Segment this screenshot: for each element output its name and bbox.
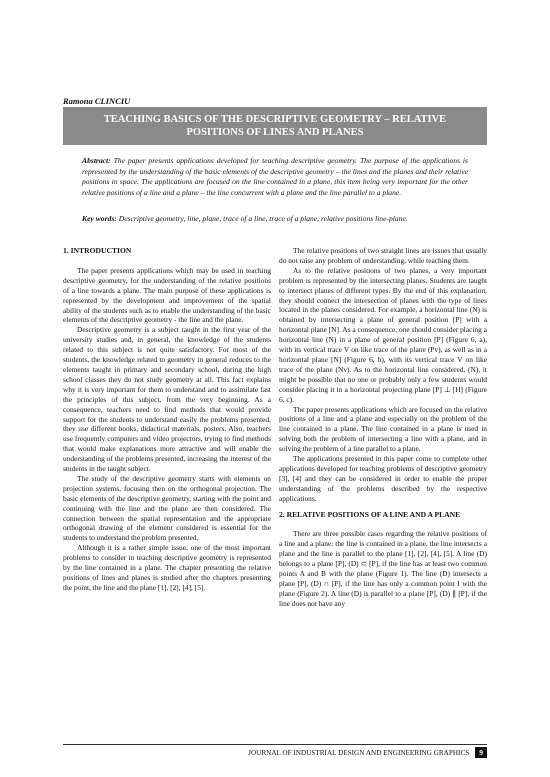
journal-name: JOURNAL OF INDUSTRIAL DESIGN AND ENGINEERING GRAPHICS — [248, 748, 470, 757]
page-number: 9 — [475, 747, 487, 758]
footer — [248, 747, 487, 758]
paragraph: Descriptive geometry is a subject taught in the first year of the university studies and, in general, the knowledge of the students related to this subject is not quite satisfactory. For most of the students, the knowledge related to geometry in general reduces to the elements taught in primary and secondary school, during the high school classes they do not study geometry at all. This fact explains why it is very important for them to understand and to assimilate fast the principles of this subject, from the very beginning. As a consequence, teachers need to find methods that would provide support for the students to understand easily the problems presented, they use different books, didactical materials, posters. Also, teachers use frequently computers and video projectors, trying to find methods that would make explanations more attractive and will enable the understanding of the problems presented, increasing the interest of the students in the taught subject. — [63, 325, 271, 474]
paragraph: The paper presents applications which are focused on the relative positions of a line and a plane and especially on the problem of the line contained in a plane. The line contained in a plane is used in solving both the problem of intersecting a line with a plane, and in solving the problem of a line parallel to a plane. — [279, 404, 487, 454]
abstract-text: The paper presents applications developed for teaching descriptive geometry. The purpose of the applications is represented by the understanding of the basic elements of the descriptive geometry – the lines and the planes and their relative positions in space. The applications are focused on the line contained in a plane, this item being very important for the other relative positions of a line and a plane – the line concurrent with a plane and the line parallel to a plane. — [82, 156, 468, 197]
paragraph: Although it is a rather simple issue, one of the most important problems to consider in teaching descriptive geometry is represented by the line contained in a plane. The chapter presenting the relative positions of lines and planes is studied after the chapters presenting the point, the line and the plane [1], [2], [4], [5]. — [63, 543, 271, 592]
paragraph: The paper presents applications which may be used in teaching descriptive geometry, for the understanding of the relative positions of a line towards a plane. The main purpose of these applications is represented by the development and improvement of the spatial ability of the students such as to enable the understanding of the basic elements of the descriptive geometry - the line and the plane. — [63, 265, 271, 325]
paragraph: The applications presented in this paper come to complete other applications developed for teaching problems of descriptive geometry [3], [4] and they can be considered in order to enable the proper understanding of the problems described by the respective applications. — [279, 454, 487, 503]
paragraph: There are three possible cases regarding the relative positions of a line and a plane: the line is contained in a plane, the line intersects a plane and the line is parallel to the plane [1], [2], [4], [5]. A line (D) belongs to a plane [P], (D) ⊂ [P], if the line has at least two common points A and B with the plane (Figure 1). The line (D) intersects a plane [P], (D) ∩ [P], if the line has only a common point I with the plane (Figure 2). A line (D) is parallel to a plane [P], (D) ∥ [P], if the line does not have any — [279, 529, 487, 608]
abstract — [82, 156, 468, 198]
author-name: Ramona CLINCIU — [63, 96, 131, 106]
abstract-label: Abstract: — [82, 156, 111, 165]
keywords — [82, 214, 468, 225]
keywords-label: Key words: — [82, 214, 117, 223]
section-heading-relative-positions: 2. RELATIVE POSITIONS OF A LINE AND A PLANE — [279, 509, 461, 519]
right-column — [279, 246, 487, 609]
paragraph: The relative positions of two straight lines are issues that usually do not raise any problem of understanding, while teaching them. — [279, 246, 487, 265]
section-heading-introduction: 1. INTRODUCTION — [63, 246, 132, 255]
title-band — [63, 107, 487, 145]
paragraph: The study of the descriptive geometry starts with elements on projection systems, focusing then on the orthogonal projection. The basic elements of the descriptive geometry, starting with the point and continuing with the line and the plane are then considered. The connection between the spatial representation and the appropriate orthogonal drawing of the element considered is essential for the students to understand the problem presented. — [63, 473, 271, 543]
keywords-text: Descriptive geometry, line, plane, trace of a line, trace of a plane, relative positions line-plane. — [118, 214, 408, 223]
paragraph: As to the relative positions of two planes, a very important problem is represented by the intersecting planes. Students are taught to intersect planes of different types. By the end of this explanation, they should connect the intersection of planes with the type of lines located in the planes considered. For example, a horizontal line (N) is obtained by intersecting a plane of general position [P] with a horizontal plane [N]. As a consequence, one should consider placing a horizontal line (N) in a plane of general position [P] (Figure 6, a), with its vertical trace V on like trace of the plane (Pv), as well as in a horizontal plane [N] (Figure 6, b), with its vertical trace V on like trace of the plane (Nv). As to the horizontal line considered, (N), it might be possible that no one or probably only a few students would consider placing it in a horizontal projecting plane [P] ⊥ [H] (Figure 6, c). — [279, 265, 487, 404]
paper-title: TEACHING BASICS OF THE DESCRIPTIVE GEOMETRY – RELATIVE POSITIONS OF LINES AND PLANES — [103, 114, 447, 138]
left-column — [63, 246, 271, 593]
footer-divider — [63, 744, 487, 745]
